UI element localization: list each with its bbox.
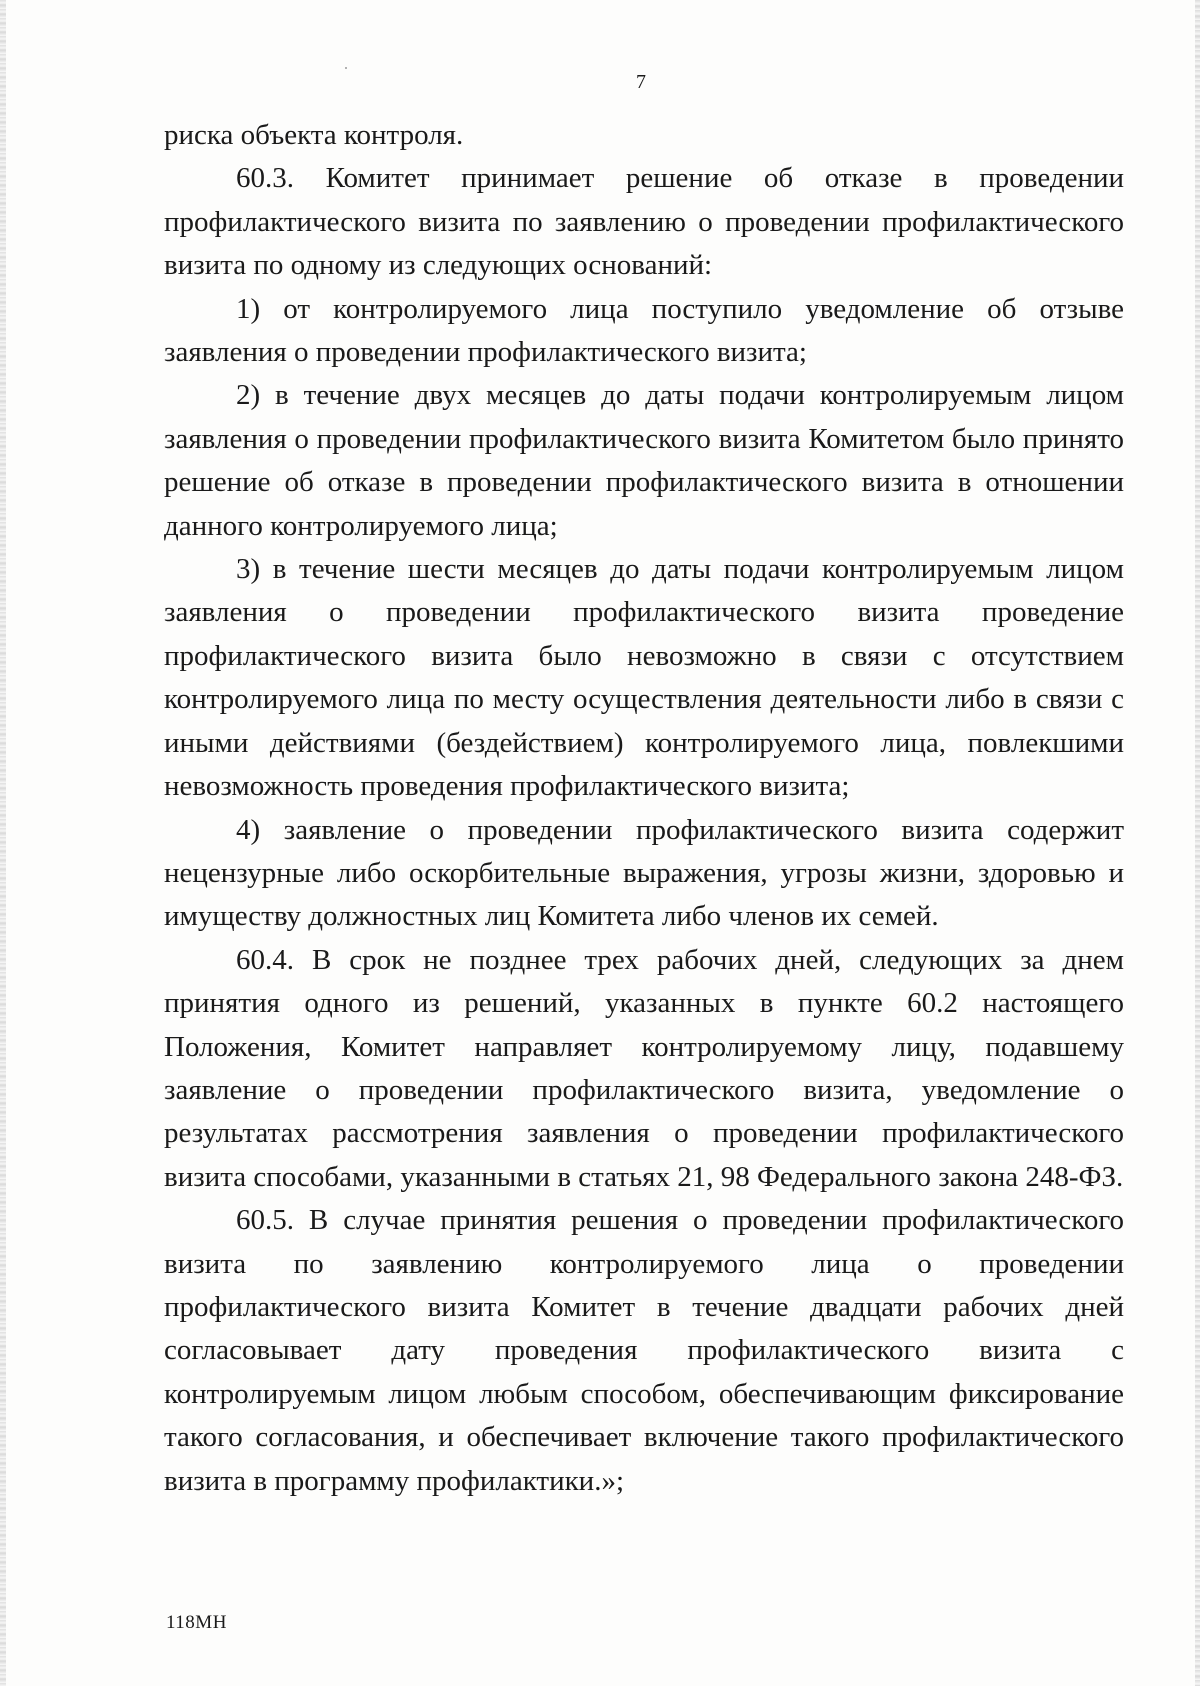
paragraph-item-1: 1) от контролируемого лица поступило уведомление об отзыве заявления о проведении профилактического визита; [164,292,1124,369]
paragraph-item-3: 3) в течение шести месяцев до даты подачи контролируемым лицом заявления о проведении профилактического визита проведение профилактического визита было невозможно в связи с отсутствием контролируемого лица по месту осуществления деятельности либо в связи с иными действиями (бездействием) контролируемого лица, повлекшими невозможность проведения профилактического визита; [164,553,1124,803]
page-number: 7 [636,71,646,93]
paragraph-60-4: 60.4. В срок не позднее трех рабочих дней, следующих за днем принятия одного из решений, указанных в пункте 60.2 настоящего Положения, Комитет направляет контролируемому лицу, подавшему заявление о проведении профилактического визита, уведомление о результатах рассмотрения заявления о проведении профилактического визита способами, указанными в статьях 21, 98 Федерального закона 248-ФЗ. [164,943,1124,1193]
scan-speck [345,67,347,69]
paragraph-item-4: 4) заявление о проведении профилактического визита содержит нецензурные либо оскорбительные выражения, угрозы жизни, здоровью и имуществу должностных лиц Комитета либо членов их семей. [164,813,1124,933]
scan-edge-left [0,0,6,1686]
scan-edge-right [1195,0,1200,1686]
paragraph-continuation: риска объекта контроля. [164,119,464,151]
document-body [164,114,1124,1503]
paragraph-60-5: 60.5. В случае принятия решения о проведении профилактического визита по заявлению контролируемого лица о проведении профилактического визита Комитет в течение двадцати рабочих дней согласовывает дату проведения профилактического визита с контролируемым лицом любым способом, обеспечивающим фиксирование такого согласования, и обеспечивает включение такого профилактического визита в программу профилактики.»; [164,1204,1124,1497]
document-code: 118МН [166,1612,227,1633]
paragraph-item-2: 2) в течение двух месяцев до даты подачи контролируемым лицом заявления о проведении профилактического визита Комитетом было принято решение об отказе в проведении профилактического визита в отношении данного контролируемого лица; [164,379,1124,542]
paragraph-60-3: 60.3. Комитет принимает решение об отказе в проведении профилактического визита по заявлению о проведении профилактического визита по одному из следующих оснований: [164,162,1124,282]
